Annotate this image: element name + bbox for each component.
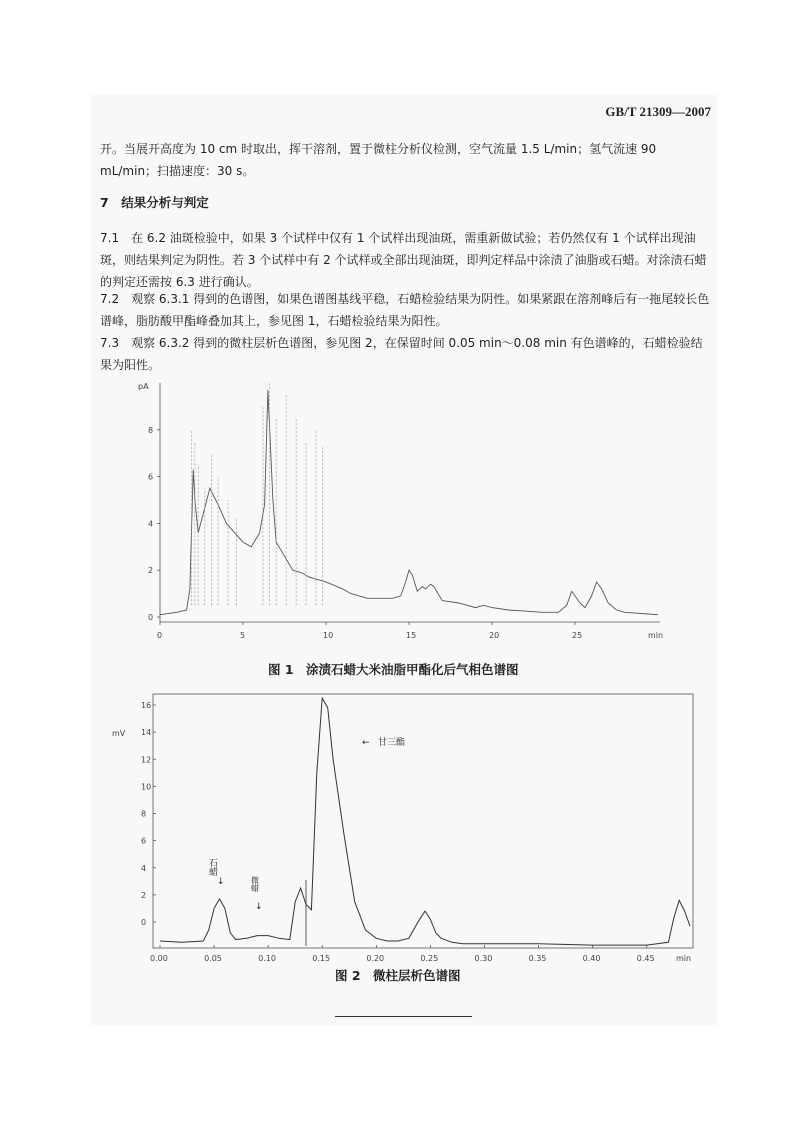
fig1-y-unit: pA: [138, 382, 149, 391]
fig2-x-tick-label: 0.35: [528, 954, 547, 963]
figure-2-caption: 图 2 微柱层析色谱图: [335, 968, 461, 983]
fig1-x-tick-label: 10: [323, 631, 334, 640]
fig1-y-tick-label: 2: [148, 566, 154, 576]
fig2-x-tick-label: 0.05: [204, 954, 222, 963]
fig1-x-tick-label: 20: [489, 631, 500, 640]
fig2-x-tick-label: 0.10: [258, 954, 276, 963]
fig2-y-tick-label: 2: [141, 890, 147, 900]
fig1-x-tick-label: 15: [406, 631, 417, 640]
fig1-y-tick-label: 4: [148, 519, 154, 529]
paragraph-7-2: 7.2 观察 6.3.1 得到的色谱图，如果色谱图基线平稳，石蜡检验结果为阴性。如果紧跟在溶剂峰后有一拖尾较长色谱峰，脂肪酸甲酯峰叠加其上，参见图 1，石蜡检验结果为阳性。: [100, 292, 710, 328]
fig2-y-tick-label: 12: [141, 755, 152, 765]
fig2-y-tick-label: 8: [141, 809, 147, 819]
fig1-x-tick-label: 25: [572, 631, 583, 640]
fig2-arrow-down-icon: ↓: [217, 877, 225, 887]
fig2-y-unit: mV: [112, 729, 126, 738]
paragraph-7-3: 7.3 观察 6.3.2 得到的微柱层析色谱图，参见图 2，在保留时间 0.05 min～0.08 min 有色谱峰的，石蜡检验结果为阳性。: [100, 336, 703, 372]
fig2-x-tick-label: 0.15: [312, 954, 331, 963]
fig2-x-tick-label: 0.00: [150, 954, 168, 963]
fig2-annotation-wax: 微蜡: [250, 876, 260, 892]
fig1-x-tick-label: 0: [157, 631, 163, 640]
section-7-title: 7 结果分析与判定: [100, 195, 209, 210]
figure-1-caption: 图 1 涂渍石蜡大米油脂甲酯化后气相色谱图: [268, 662, 519, 677]
fig1-y-tick-label: 6: [148, 472, 154, 482]
fig2-y-tick-label: 0: [141, 918, 147, 927]
fig2-arrow-down-icon-2: ↓: [255, 902, 263, 912]
fig2-annotation-triglyceride: 甘三酯: [378, 738, 406, 748]
fig2-y-tick-label: 6: [141, 836, 147, 846]
fig1-x-unit: min: [648, 631, 664, 640]
fig2-x-tick-label: 0.40: [582, 954, 601, 963]
fig2-x-tick-label: 0.25: [420, 954, 439, 963]
fig2-arrow-left-icon: ←: [362, 738, 370, 748]
fig2-annotation-paraffin: 石蜡: [207, 858, 217, 876]
fig1-y-tick-label: 8: [148, 425, 154, 435]
footer-rule: [335, 1016, 472, 1017]
fig2-x-tick-label: 0.30: [474, 954, 493, 963]
fig2-y-tick-label: 4: [141, 863, 147, 873]
fig2-y-tick-label: 10: [141, 782, 152, 792]
standard-code: GB/T 21309—2007: [605, 104, 711, 119]
fig2-y-tick-label: 14: [141, 728, 152, 738]
fig1-x-tick-label: 5: [240, 631, 246, 640]
fig2-x-tick-label: 0.45: [636, 954, 655, 963]
fig2-y-tick-label: 16: [141, 701, 152, 710]
fig1-y-tick-label: 0: [148, 613, 154, 622]
paragraph-test-conditions: 开。当展开高度为 10 cm 时取出，挥干溶剂，置于微柱分析仪检测，空气流量 1.5 L/min；氢气流速 90 mL/min；扫描速度：30 s。: [100, 142, 657, 178]
fig2-x-unit: min: [676, 954, 692, 963]
paragraph-7-1: 7.1 在 6.2 油斑检验中，如果 3 个试样中仅有 1 个试样出现油斑，需重新做试验；若仍然仅有 1 个试样出现油斑，则结果判定为阴性。若 3 个试样中有 2 个试样或全部出现油斑，即判定样品中涂渍了油脂或石蜡。对涂渍石蜡的判定还需按 6.3 进行确认。: [100, 231, 707, 289]
fig2-x-tick-label: 0.20: [366, 954, 385, 963]
